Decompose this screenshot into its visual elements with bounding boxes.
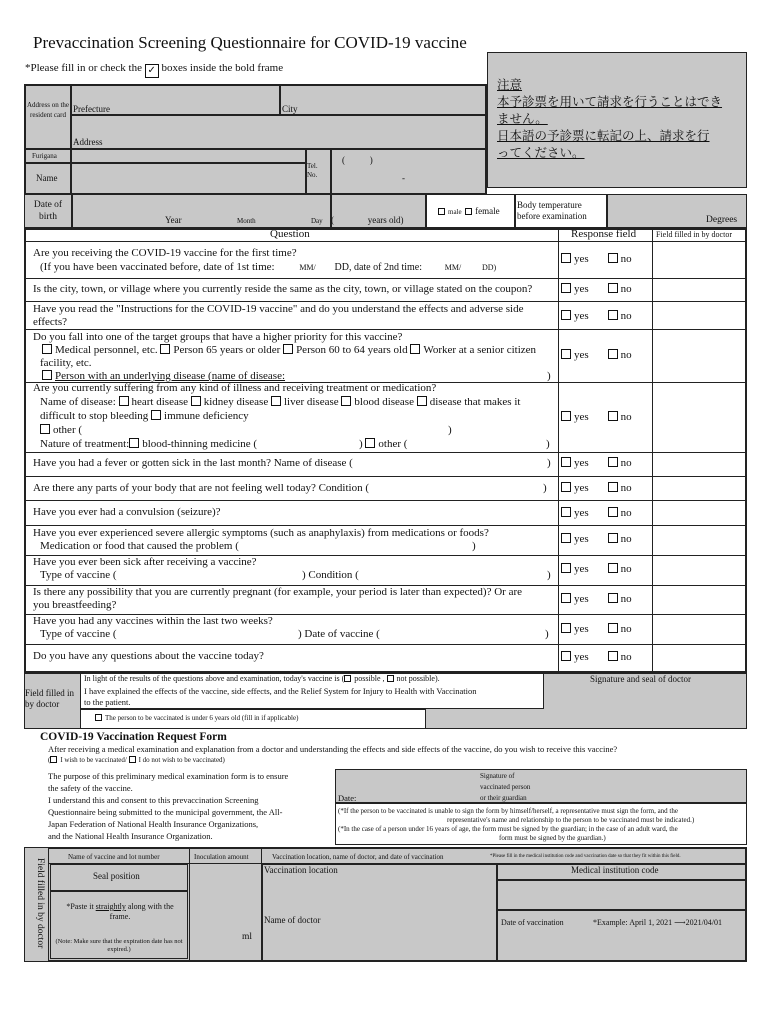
yes-label: yes [574,651,589,663]
q6-yes-checkbox[interactable] [561,457,571,467]
male-checkbox[interactable] [438,208,445,215]
q5-option-bleeding: disease that makes it [429,396,521,408]
doctor-column-header: Field filled in by doctor [656,230,732,239]
q10-no-checkbox[interactable] [608,563,618,573]
paste-instruction [58,902,182,922]
yes-label: yes [574,349,589,361]
q6-response [561,457,632,469]
q11-text: Is there any possibility that you are currently pregnant (for example, your period is later than expected)? Or are [33,586,523,598]
no-wish-label: I do not wish to be vaccinated) [138,756,225,764]
purpose-line-3: I understand this and consent to this prevaccination Screening [48,795,259,805]
row-line [24,476,747,477]
q11-response [561,593,632,605]
q1-dd: DD, date of 2nd time: [334,262,422,273]
q5-treatment-end: ) [546,438,550,450]
no-label: no [620,593,632,605]
q6-close: ) [547,457,551,469]
kidney-disease-checkbox[interactable] [191,396,201,406]
under-6-checkbox[interactable] [95,714,102,721]
yes-label: yes [574,310,589,322]
q1-text: Are you receiving the COVID-19 vaccine for the first time? [33,247,297,259]
institution-code-field[interactable] [497,880,746,910]
doctor-judgment-line: In light of the results of the questions above and examination, today's vaccine is ( [84,674,345,683]
q11-no-checkbox[interactable] [608,593,618,603]
q5-text: Are you currently suffering from any kind of illness and receiving treatment or medication? [33,382,437,394]
paste-pre: *Paste it [66,902,94,911]
q7-no-checkbox[interactable] [608,482,618,492]
q1-response [561,253,632,265]
other-disease-checkbox[interactable] [40,424,50,434]
purpose-line-6: and the National Health Insurance Organization. [48,831,213,841]
heart-disease-checkbox[interactable] [119,396,129,406]
q1-yes-checkbox[interactable] [561,253,571,263]
q2-yes-checkbox[interactable] [561,283,571,293]
q9-close: ) [472,540,476,552]
yes-label: yes [574,283,589,295]
q4-text-facility: facility, etc. [40,357,92,369]
signature-date-label: Date: [338,793,357,803]
q10-condition: ) Condition ( [302,569,359,581]
q4-option-3: Person 60 to 64 years old [296,344,408,356]
q5-response [561,411,632,423]
yes-label: yes [574,563,589,575]
row-line [24,525,747,526]
q5-treatment [40,438,257,450]
notice-heading: 注意 [497,77,523,92]
q4-yes-checkbox[interactable] [561,349,571,359]
age-65-checkbox[interactable] [160,344,170,354]
q1-mm: MM/ [299,263,316,272]
immune-deficiency-checkbox[interactable] [151,410,161,420]
q4-underlying-label: Person with an underlying disease (name of disease: [55,370,286,382]
q13-yes-checkbox[interactable] [561,651,571,661]
row-line [24,329,747,330]
purpose-line-2: the safety of the vaccine. [48,783,133,793]
q5-other-label: other ( [53,424,83,436]
q5-option-heart: heart disease [131,396,188,408]
q5-treatment-label: Nature of treatment: [40,438,130,450]
q5-option-immune: immune deficiency [164,410,249,422]
row-line [24,500,747,501]
liver-disease-checkbox[interactable] [271,396,281,406]
prefecture-label: Prefecture [73,104,110,114]
institution-code-label: Medical institution code [571,865,659,875]
body-temp-label: Body temperature before examination [517,200,587,221]
no-label: no [620,349,632,361]
column-divider-doctor [652,228,653,673]
bottom-side-label-text: Field filled in by doctor [35,858,45,949]
q8-no-checkbox[interactable] [608,507,618,517]
vaccine-lot-header: Name of vaccine and lot number [68,853,160,861]
q5-blood-thinning: blood-thinning medicine ( [142,438,258,450]
yes-label: yes [574,593,589,605]
not-possible-checkbox[interactable] [387,675,394,682]
q12-yes-checkbox[interactable] [561,623,571,633]
tel-label: Tel. No. [307,162,318,179]
doctor-field-label: Field filled in by doctor [25,688,74,709]
q12-type: Type of vaccine ( [40,628,117,640]
doctor-name-label: Name of doctor [264,915,321,925]
q10-type: Type of vaccine ( [40,569,117,581]
q5-option-blood: blood disease [354,396,414,408]
notice-box [487,52,747,188]
possible-checkbox[interactable] [344,675,351,682]
q5-diseases-2 [40,410,249,422]
date-example: *Example: April 1, 2021 ⟶2021/04/01 [593,918,723,927]
signature-box[interactable] [335,769,747,803]
q1-subtext [40,261,496,273]
q3-yes-checkbox[interactable] [561,310,571,320]
q12-response [561,623,632,635]
notice-line-3: 日本語の予診票に転記の上、請求を行 [497,128,710,143]
vaccination-location-label: Vaccination location [264,865,338,875]
q4-text: Do you fall into one of the target groups that have a higher priority for this vaccine? [33,331,403,343]
name-field[interactable] [71,163,306,194]
note-1a: (*If the person to be vaccinated is unable to sign the form by himself/herself, a representative must sign the form, and the [338,807,678,815]
yes-label: yes [574,507,589,519]
degrees-label: Degrees [706,215,738,225]
city-field[interactable] [280,85,486,115]
q9-no-checkbox[interactable] [608,533,618,543]
age-label: ( years old) [331,215,404,225]
expiry-note: (Note: Make sure that the expiration date has not expired.) [55,938,183,953]
q8-text: Have you ever had a convulsion (seizure)? [33,506,221,518]
row-line [24,278,747,279]
note-2a: (*In the case of a person under 16 years of age, the form must be signed by the guardian; in the case of an adult ward, the [338,825,678,833]
dob-day: Day [311,217,323,225]
q10-yes-checkbox[interactable] [561,563,571,573]
no-label: no [620,253,632,265]
q1-first-date-label: (If you have been vaccinated before, date of 1st time: [40,261,275,273]
other-treatment-checkbox[interactable] [365,438,375,448]
furigana-label: Furigana [32,152,57,160]
senior-facility-worker-checkbox[interactable] [410,344,420,354]
q5-no-checkbox[interactable] [608,411,618,421]
name-label: Name [36,173,58,183]
no-wish-checkbox[interactable] [129,756,136,763]
yes-label: yes [574,482,589,494]
q2-no-checkbox[interactable] [608,283,618,293]
female-checkbox[interactable] [465,208,472,215]
dob-field[interactable] [72,194,331,228]
no-label: no [620,457,632,469]
signature-label-1: Signature of [480,772,515,780]
q8-response [561,507,632,519]
male-label: male [448,208,462,216]
underlying-disease-checkbox[interactable] [42,370,52,380]
tel-dash: - [402,173,405,183]
no-label: no [620,507,632,519]
q4-option-2: Person 65 years or older [173,344,281,356]
yes-label: yes [574,623,589,635]
purpose-line-4: Questionnaire being submitted to the municipal government, the All- [48,807,283,817]
no-label: no [620,283,632,295]
row-line [24,644,747,645]
q3-response [561,310,632,322]
q5-yes-checkbox[interactable] [561,411,571,421]
wish-options: ( I wish to be vaccinated/ I do not wish to be vaccinated) [48,756,225,764]
q4-no-checkbox[interactable] [608,349,618,359]
q13-response [561,651,632,663]
request-question: After receiving a medical examination and explanation from a doctor and understanding the effects and side effects of the vaccine, do you wish to receive this vaccine? [48,744,618,754]
q2-text: Is the city, town, or village where you currently reside the same as the city, town, or village stated on the coupon? [33,283,533,295]
q4-close-paren: ) [547,370,551,382]
q12-text: Have you had any vaccines within the last two weeks? [33,615,273,627]
yes-label: yes [574,411,589,423]
bleeding-disease-checkbox[interactable] [417,396,427,406]
yes-label: yes [574,533,589,545]
paste-strong: straightly [95,902,126,911]
q7-close: ) [543,482,547,494]
q6-no-checkbox[interactable] [608,457,618,467]
q7-yes-checkbox[interactable] [561,482,571,492]
q5-other [40,424,82,436]
q4-options [42,344,536,356]
q5-other-close: ) [448,424,452,436]
doctor-judgment-text [84,674,440,683]
q2-response [561,283,632,295]
q5-diseases [40,396,520,408]
q1-no-checkbox[interactable] [608,253,618,263]
blood-thinning-checkbox[interactable] [129,438,139,448]
q9-text: Have you ever experienced severe allergic symptoms (such as anaphylaxis) from medications or foods? [33,527,489,539]
instructions [25,62,283,78]
q8-yes-checkbox[interactable] [561,507,571,517]
notice-line-2: ません。 [497,111,548,126]
q3-no-checkbox[interactable] [608,310,618,320]
signature-label-2: vaccinated person [480,783,531,791]
yes-label: yes [574,457,589,469]
yes-label: yes [574,253,589,265]
furigana-field[interactable] [71,149,306,163]
q10-response [561,563,632,575]
q9-yes-checkbox[interactable] [561,533,571,543]
inoculation-header: Inoculation amount [194,853,249,861]
not-possible-label: not possible). [396,674,440,683]
row-line [24,241,747,242]
q10-text: Have you ever been sick after receiving a vaccine? [33,556,257,568]
no-label: no [620,651,632,663]
paste-post: along with the frame. [109,902,174,921]
doctor-explained-text: I have explained the effects of the vaccine, side effects, and the Relief System for Injury to Health with Vaccination [84,686,477,696]
purpose-line-5: Japan Federation of National Health Insurance Organizations, [48,819,259,829]
q5-paren: ) [359,438,363,450]
question-column-header: Question [270,228,310,240]
notice-line-1: 本予診票を用いて請求を行うことはでき [497,94,723,109]
q5-option-liver: liver disease [283,396,339,408]
no-label: no [620,623,632,635]
request-form-title: COVID-19 Vaccination Request Form [40,731,227,743]
q3-text: Have you read the "Instructions for the COVID-19 vaccine" and do you understand the effects and adverse side [33,303,524,315]
q5-option-kidney: kidney disease [203,396,269,408]
q1-mm2: MM/ [444,263,462,272]
under-6-text [95,714,298,722]
checkmark-icon: ✓ [145,64,159,78]
col-divider-1 [189,848,190,961]
q10-close: ) [547,569,551,581]
note-2b: form must be signed by the guardian.) [499,834,606,842]
column-divider-response [558,228,559,673]
q9-response [561,533,632,545]
fill-note: *Please fill in the medical institution code and vaccination date so that they fit within this field. [490,854,681,859]
female-label: female [475,206,500,216]
q1-dd2: DD) [481,263,497,272]
doctor-explained-text-2: to the patient. [84,697,131,707]
q5-treatment-close [359,438,407,450]
address-field[interactable] [71,115,486,149]
under-6-label: The person to be vaccinated is under 6 years old (fill in if applicable) [105,714,299,722]
row-line [24,301,747,302]
q12-close: ) [545,628,549,640]
q13-text: Do you have any questions about the vaccine today? [33,650,264,662]
dob-month: Month [237,217,256,225]
q12-no-checkbox[interactable] [608,623,618,633]
vaccination-date-label: Date of vaccination [501,918,564,927]
wish-label: I wish to be vaccinated/ [60,756,127,764]
city-label: City [282,104,298,114]
wish-checkbox[interactable] [50,756,57,763]
note-1b: representative's name and relationship to the person to be vaccinated must be indicated.) [447,816,695,824]
instruction-pre: *Please fill in or check the [25,62,142,74]
dob-year: Year [165,215,182,225]
no-label: no [620,411,632,423]
address-label: Address [73,137,103,147]
q7-response [561,482,632,494]
blood-disease-checkbox[interactable] [341,396,351,406]
q4-response [561,349,632,361]
q5-other-treatment: other ( [378,438,408,450]
vaccination-location-field[interactable] [262,864,497,961]
q5-disease-label: Name of disease: [40,396,116,408]
response-column-header: Response field [571,228,637,240]
q6-text: Have you had a fever or gotten sick in the last month? Name of disease ( [33,457,353,469]
age-60-64-checkbox[interactable] [283,344,293,354]
q12-date: ) Date of vaccine ( [298,628,380,640]
q9-subtext: Medication or food that caused the problem ( [40,540,239,552]
no-label: no [620,310,632,322]
no-label: no [620,563,632,575]
q4-underlying [42,370,285,382]
doctor-signature-label: Signature and seal of doctor [590,674,691,684]
q5-bleeding-cont: difficult to stop bleeding [40,410,149,422]
signature-label-3: or their guardian [480,794,527,802]
q4-option-4: Worker at a senior citizen [423,344,537,356]
address-on-card-label: Address on the resident card [27,101,69,119]
no-label: no [620,533,632,545]
notice-line-4: ってください。 [497,145,585,160]
seal-position-label: Seal position [93,871,140,881]
instruction-post: boxes inside the bold frame [161,62,284,74]
medical-personnel-checkbox[interactable] [42,344,52,354]
q11-yes-checkbox[interactable] [561,593,571,603]
location-header: Vaccination location, name of doctor, and date of vaccination [272,853,444,861]
sex-options [438,206,500,216]
q7-text: Are there any parts of your body that are not feeling well today? Condition ( [33,482,370,494]
dob-label: Date of birth [33,200,63,222]
tel-paren: ( ) [342,155,373,165]
q3-text-2: effects? [33,316,67,328]
no-label: no [620,482,632,494]
bottom-side-label [27,858,45,953]
q4-option-1: Medical personnel, etc. [55,344,158,356]
page-title: Prevaccination Screening Questionnaire for COVID-19 vaccine [33,33,467,52]
q13-no-checkbox[interactable] [608,651,618,661]
possible-label: possible , [354,674,385,683]
q11-text-2: you breastfeeding? [33,599,117,611]
row-line [24,452,747,453]
ml-unit: ml [242,932,253,942]
purpose-line-1: The purpose of this preliminary medical examination form is to ensure [48,771,289,781]
